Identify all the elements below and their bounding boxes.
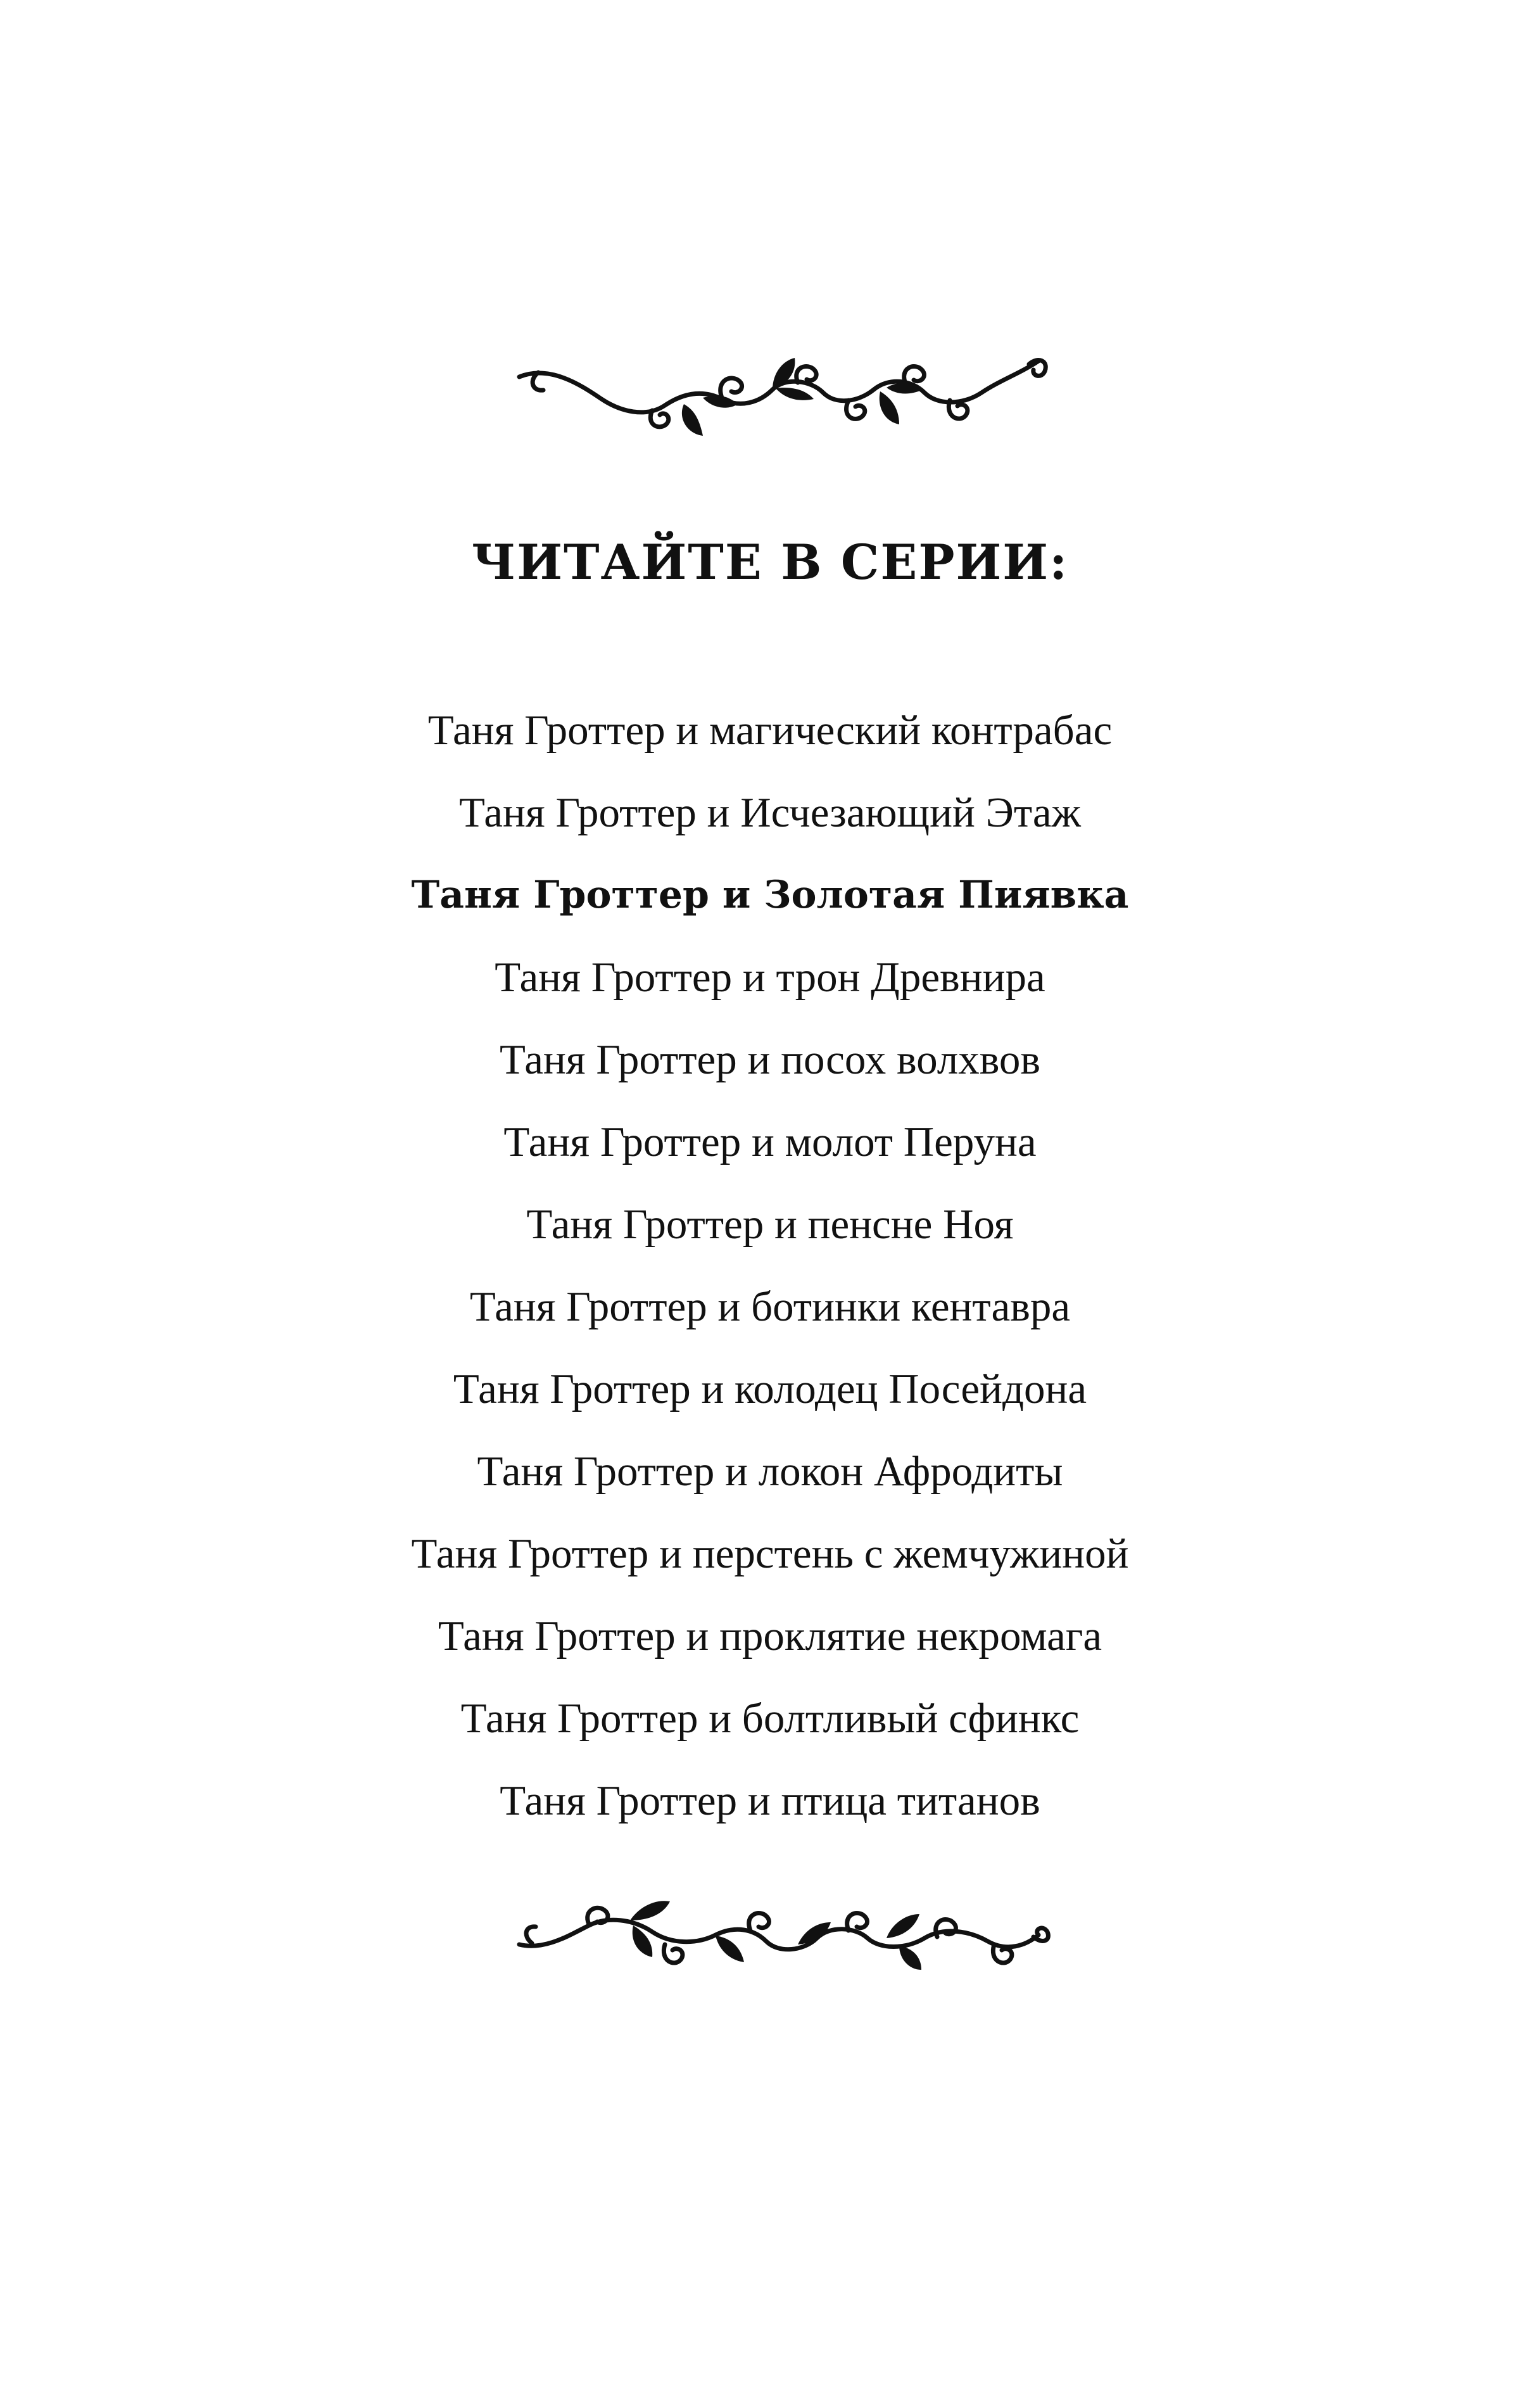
series-item: Таня Гроттер и Исчезающий Этаж: [459, 789, 1081, 836]
floral-vine-divider-icon: [494, 329, 1064, 450]
series-item: Таня Гроттер и посох волхвов: [499, 1036, 1041, 1083]
series-item: Таня Гроттер и птица титанов: [500, 1777, 1040, 1824]
series-item: Таня Гроттер и перстень с жемчужиной: [411, 1530, 1129, 1577]
series-item: Таня Гроттер и болтливый сфинкс: [460, 1695, 1080, 1742]
series-heading: ЧИТАЙТЕ В СЕРИИ:: [471, 534, 1069, 590]
series-item: Таня Гроттер и ботинки кентавра: [469, 1283, 1071, 1330]
series-item-current: Таня Гроттер и Золотая Пиявка: [411, 873, 1129, 917]
series-item: Таня Гроттер и проклятие некромага: [438, 1613, 1102, 1659]
series-item: Таня Гроттер и пенсне Ноя: [526, 1201, 1014, 1248]
series-item: Таня Гроттер и колодец Посейдона: [453, 1366, 1087, 1412]
series-list: [0, 699, 1540, 1851]
series-item: Таня Гроттер и локон Афродиты: [477, 1448, 1063, 1495]
floral-vine-divider-icon: [494, 1875, 1064, 1995]
series-item: Таня Гроттер и трон Древнира: [495, 954, 1045, 1001]
series-item: Таня Гроттер и магический контрабас: [427, 707, 1113, 754]
series-item: Таня Гроттер и молот Перуна: [503, 1119, 1037, 1165]
